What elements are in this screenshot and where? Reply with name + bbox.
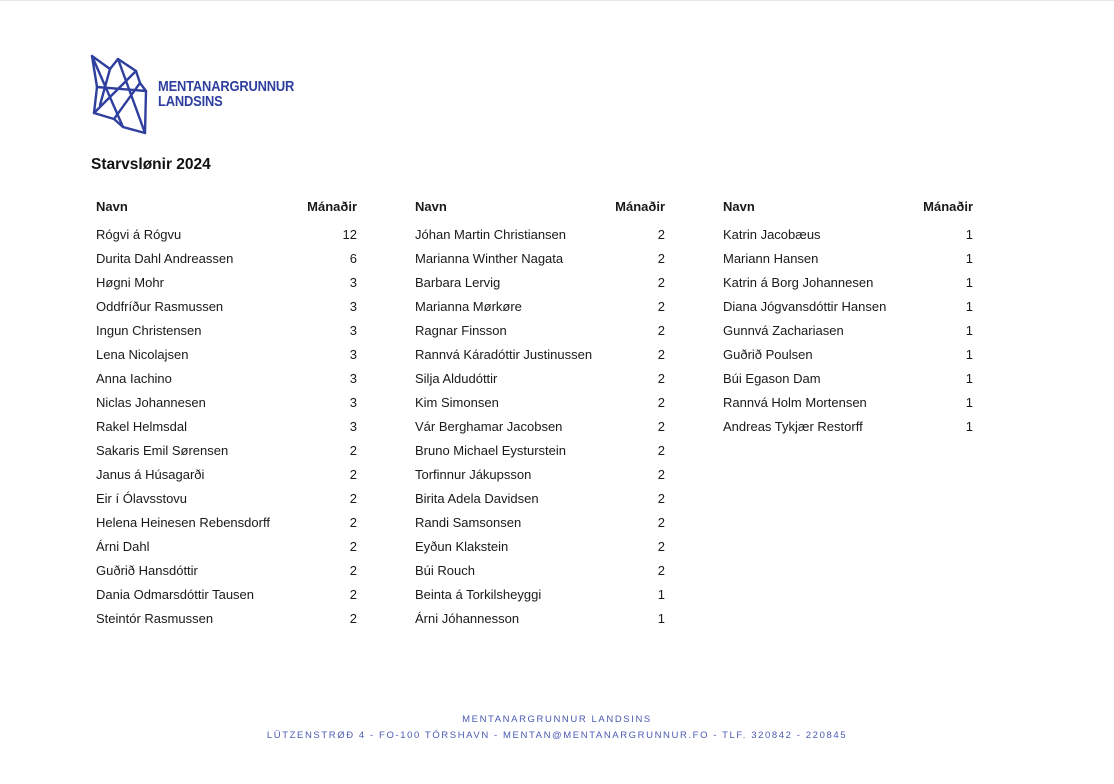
person-name: Dania Odmarsdóttir Tausen <box>96 587 255 602</box>
months-value: 1 <box>965 251 973 266</box>
table-row <box>415 562 665 586</box>
months-value: 1 <box>657 587 665 602</box>
person-name: Ingun Christensen <box>96 323 202 338</box>
months-value: 2 <box>349 467 357 482</box>
person-name: Guðrið Hansdóttir <box>96 563 198 578</box>
table-row <box>96 370 357 394</box>
header-name: Navn <box>415 199 447 214</box>
person-name: Rannvá Holm Mortensen <box>723 395 867 410</box>
months-value: 2 <box>349 611 357 626</box>
months-value: 2 <box>349 563 357 578</box>
table-row <box>415 298 665 322</box>
person-name: Oddfríður Rasmussen <box>96 299 224 314</box>
column-header <box>96 198 357 226</box>
person-name: Lena Nicolajsen <box>96 347 189 362</box>
person-name: Bruno Michael Eysturstein <box>415 443 567 458</box>
table-row <box>96 226 357 250</box>
person-name: Randi Samsonsen <box>415 515 522 530</box>
person-name: Ragnar Finsson <box>415 323 507 338</box>
table-row <box>723 418 973 442</box>
logo-line-1: MENTANARGRUNNUR <box>158 78 295 95</box>
table-row <box>96 562 357 586</box>
months-value: 3 <box>349 323 357 338</box>
table-row <box>96 346 357 370</box>
person-name: Marianna Winther Nagata <box>415 251 564 266</box>
months-value: 3 <box>349 299 357 314</box>
months-value: 2 <box>657 467 665 482</box>
person-name: Rakel Helmsdal <box>96 419 188 434</box>
table-row <box>723 298 973 322</box>
table-row <box>96 442 357 466</box>
person-name: Anna Iachino <box>96 371 172 386</box>
months-value: 2 <box>657 323 665 338</box>
logo-line-2: LANDSINS <box>158 93 223 110</box>
column-1 <box>96 198 357 634</box>
top-border <box>0 0 1114 1</box>
person-name: Steintór Rasmussen <box>96 611 214 626</box>
months-value: 2 <box>657 419 665 434</box>
table-row <box>415 274 665 298</box>
person-name: Eir í Ólavsstovu <box>96 491 188 506</box>
header-name: Navn <box>96 199 128 214</box>
logo-mark-icon <box>90 53 150 135</box>
person-name: Marianna Mørkøre <box>415 299 522 314</box>
column-3 <box>723 198 973 442</box>
header-months: Mánaðir <box>615 199 665 214</box>
person-name: Guðrið Poulsen <box>723 347 813 362</box>
table-row <box>96 466 357 490</box>
person-name: Árni Jóhannesson <box>415 611 520 626</box>
person-name: Diana Jógvansdóttir Hansen <box>723 299 887 314</box>
months-value: 2 <box>657 491 665 506</box>
months-value: 2 <box>657 539 665 554</box>
person-name: Beinta á Torkilsheyggi <box>415 587 542 602</box>
footer-organization: MENTANARGRUNNUR LANDSINS <box>462 714 652 725</box>
table-row <box>415 394 665 418</box>
months-value: 2 <box>657 275 665 290</box>
person-name: Gunnvá Zachariasen <box>723 323 844 338</box>
months-value: 1 <box>965 299 973 314</box>
table-row <box>723 250 973 274</box>
table-row <box>96 394 357 418</box>
header-months: Mánaðir <box>307 199 357 214</box>
table-row <box>96 274 357 298</box>
months-value: 6 <box>349 251 357 266</box>
person-name: Katrin á Borg Johannesen <box>723 275 874 290</box>
months-value: 1 <box>965 395 973 410</box>
person-name: Rannvá Káradóttir Justinussen <box>415 347 593 362</box>
person-name: Vár Berghamar Jacobsen <box>415 419 563 434</box>
person-name: Janus á Húsagarði <box>96 467 205 482</box>
table-row <box>415 586 665 610</box>
months-value: 2 <box>657 395 665 410</box>
person-name: Katrin Jacobæus <box>723 227 821 242</box>
months-value: 2 <box>349 443 357 458</box>
months-value: 1 <box>965 275 973 290</box>
person-name: Eyðun Klakstein <box>415 539 509 554</box>
person-name: Sakaris Emil Sørensen <box>96 443 229 458</box>
person-name: Kim Simonsen <box>415 395 499 410</box>
table-row <box>96 298 357 322</box>
months-value: 1 <box>965 419 973 434</box>
table-row <box>415 466 665 490</box>
months-value: 2 <box>349 587 357 602</box>
months-value: 2 <box>657 227 665 242</box>
table-row <box>723 274 973 298</box>
table-row <box>415 538 665 562</box>
table-row <box>723 346 973 370</box>
months-value: 3 <box>349 275 357 290</box>
table-row <box>415 514 665 538</box>
person-name: Búi Rouch <box>415 563 475 578</box>
months-value: 1 <box>965 371 973 386</box>
months-value: 2 <box>657 371 665 386</box>
person-name: Helena Heinesen Rebensdorff <box>96 515 270 530</box>
months-value: 2 <box>657 347 665 362</box>
table-row <box>415 418 665 442</box>
person-name: Andreas Tykjær Restorff <box>723 419 863 434</box>
table-row <box>415 226 665 250</box>
table-row <box>415 442 665 466</box>
table-row <box>96 418 357 442</box>
table-row <box>723 322 973 346</box>
months-value: 2 <box>657 443 665 458</box>
table-row <box>723 370 973 394</box>
table-row <box>415 490 665 514</box>
months-value: 3 <box>349 347 357 362</box>
header-months: Mánaðir <box>923 199 973 214</box>
footer-contact: LÜTZENSTRØÐ 4 - FO-100 TÓRSHAVN - MENTAN@MENTANARGRUNNUR.FO - TLF. 320842 - 220845 <box>266 730 848 741</box>
table-row <box>96 586 357 610</box>
months-value: 3 <box>349 419 357 434</box>
column-header <box>415 198 665 226</box>
months-value: 3 <box>349 371 357 386</box>
table-row <box>96 490 357 514</box>
table-row <box>723 394 973 418</box>
months-value: 1 <box>657 611 665 626</box>
table-row <box>96 322 357 346</box>
table-row <box>96 538 357 562</box>
table-row <box>96 514 357 538</box>
table-row <box>723 226 973 250</box>
logo <box>90 53 316 135</box>
person-name: Árni Dahl <box>96 539 150 554</box>
table-row <box>96 610 357 634</box>
months-value: 2 <box>657 299 665 314</box>
person-name: Rógvi á Rógvu <box>96 227 182 242</box>
table-row <box>96 250 357 274</box>
table-row <box>415 346 665 370</box>
months-value: 12 <box>342 227 357 242</box>
months-value: 3 <box>349 395 357 410</box>
page-title: Starvslønir 2024 <box>91 156 211 173</box>
months-value: 2 <box>349 491 357 506</box>
header-name: Navn <box>723 199 755 214</box>
months-value: 2 <box>657 563 665 578</box>
months-value: 1 <box>965 323 973 338</box>
person-name: Silja Aldudóttir <box>415 371 498 386</box>
table-row <box>415 610 665 634</box>
person-name: Birita Adela Davidsen <box>415 491 539 506</box>
table-row <box>415 370 665 394</box>
person-name: Torfinnur Jákupsson <box>415 467 532 482</box>
person-name: Niclas Johannesen <box>96 395 206 410</box>
column-header <box>723 198 973 226</box>
months-value: 1 <box>965 347 973 362</box>
months-value: 1 <box>965 227 973 242</box>
months-value: 2 <box>349 539 357 554</box>
table-row <box>415 322 665 346</box>
column-2 <box>415 198 665 634</box>
months-value: 2 <box>349 515 357 530</box>
person-name: Barbara Lervig <box>415 275 501 290</box>
person-name: Mariann Hansen <box>723 251 819 266</box>
months-value: 2 <box>657 251 665 266</box>
person-name: Búi Egason Dam <box>723 371 821 386</box>
person-name: Høgni Mohr <box>96 275 164 290</box>
person-name: Durita Dahl Andreassen <box>96 251 234 266</box>
months-value: 2 <box>657 515 665 530</box>
table-row <box>415 250 665 274</box>
person-name: Jóhan Martin Christiansen <box>415 227 567 242</box>
